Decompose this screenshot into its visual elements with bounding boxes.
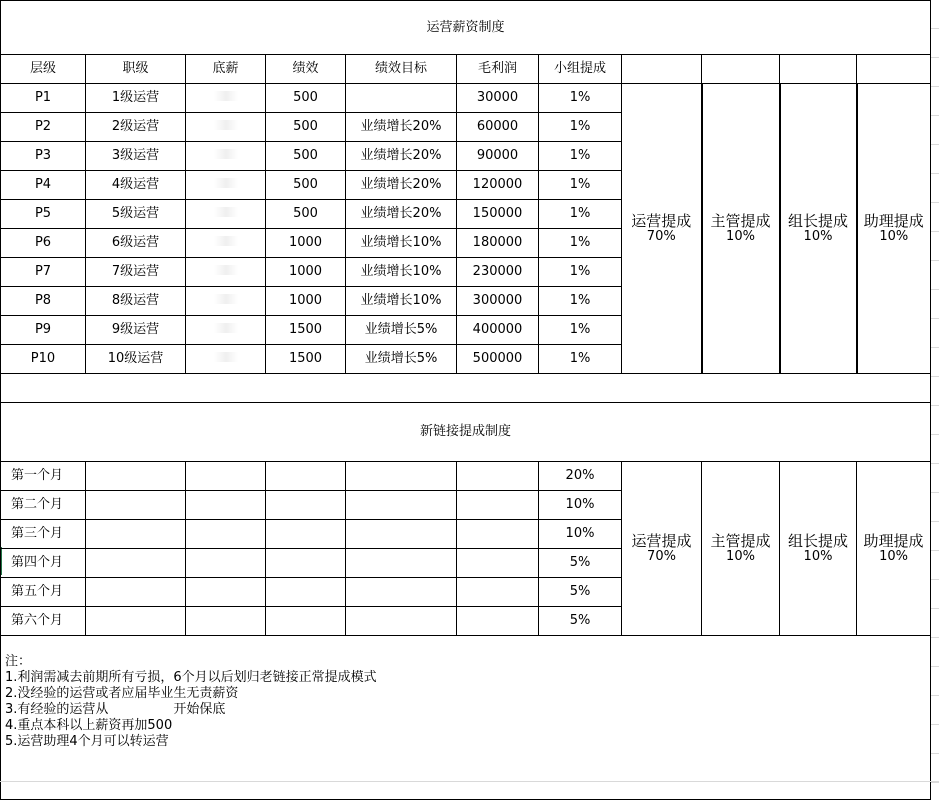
performance-cell[interactable]: 500	[266, 113, 346, 142]
redacted-value	[214, 120, 238, 130]
base-salary-cell[interactable]	[186, 258, 266, 287]
empty-cell[interactable]	[86, 491, 186, 520]
level-cell[interactable]: P3	[1, 142, 86, 171]
target-cell[interactable]: 业绩增长10%	[346, 229, 457, 258]
rank-cell[interactable]: 2级运营	[86, 113, 186, 142]
target-cell[interactable]: 业绩增长20%	[346, 200, 457, 229]
base-salary-cell[interactable]	[186, 287, 266, 316]
level-cell[interactable]: P4	[1, 171, 86, 200]
link-title-row	[1, 403, 931, 462]
redacted-value	[214, 265, 238, 275]
rank-cell[interactable]: 1级运营	[86, 84, 186, 113]
month-cell[interactable]: 第一个月	[1, 462, 86, 491]
target-cell[interactable]: 业绩增长20%	[346, 113, 457, 142]
empty-cell[interactable]	[86, 607, 186, 636]
rate-cell[interactable]: 5%	[539, 578, 622, 607]
commission-cell-value: 70%	[646, 228, 676, 244]
commission-cell[interactable]	[622, 84, 702, 374]
commission-cell-label: 助理提成	[863, 211, 924, 230]
profit-cell[interactable]: 30000	[457, 84, 539, 113]
empty-cell[interactable]	[186, 520, 266, 549]
empty-cell[interactable]	[457, 578, 539, 607]
commission-cell-label: 运营提成	[631, 211, 692, 230]
base-salary-cell[interactable]	[186, 171, 266, 200]
performance-cell[interactable]: 1500	[266, 345, 346, 374]
performance-cell[interactable]: 1000	[266, 229, 346, 258]
profit-cell[interactable]: 230000	[457, 258, 539, 287]
base-salary-cell[interactable]	[186, 200, 266, 229]
base-salary-cell[interactable]	[186, 113, 266, 142]
level-cell[interactable]: P10	[1, 345, 86, 374]
empty-cell[interactable]	[346, 578, 457, 607]
performance-cell[interactable]: 500	[266, 142, 346, 171]
commission-cell[interactable]	[780, 462, 857, 636]
level-cell[interactable]: P1	[1, 84, 86, 113]
commission-cell-label: 组长提成	[787, 211, 848, 230]
note-item: 5.运营助理4个月可以转运营	[5, 734, 169, 749]
empty-cell[interactable]	[702, 55, 780, 84]
commission-cell-value: 10%	[726, 228, 755, 244]
profit-cell[interactable]: 500000	[457, 345, 539, 374]
empty-cell[interactable]	[457, 549, 539, 578]
base-salary-cell[interactable]	[186, 345, 266, 374]
sheet-gridlines-right	[930, 0, 939, 793]
month-cell[interactable]: 第四个月	[1, 549, 86, 578]
empty-cell[interactable]	[186, 491, 266, 520]
empty-cell[interactable]	[186, 462, 266, 491]
note-item: 1.利润需减去前期所有亏损，6个月以后划归老链接正常提成模式	[5, 670, 377, 685]
redacted-value	[214, 149, 238, 159]
redacted-value	[214, 236, 238, 246]
rank-cell[interactable]: 8级运营	[86, 287, 186, 316]
empty-cell[interactable]	[266, 520, 346, 549]
rate-cell[interactable]: 20%	[539, 462, 622, 491]
base-salary-cell[interactable]	[186, 142, 266, 171]
team-commission-cell[interactable]: 1%	[539, 316, 622, 345]
header-cell[interactable]: 绩效	[266, 55, 346, 84]
empty-cell[interactable]	[457, 520, 539, 549]
performance-cell[interactable]: 1500	[266, 316, 346, 345]
team-commission-cell[interactable]: 1%	[539, 113, 622, 142]
base-salary-cell[interactable]	[186, 84, 266, 113]
commission-cell-label: 主管提成	[710, 211, 771, 230]
empty-cell[interactable]	[457, 607, 539, 636]
commission-cell-value: 10%	[726, 548, 755, 564]
rank-cell[interactable]: 3级运营	[86, 142, 186, 171]
team-commission-cell[interactable]: 1%	[539, 345, 622, 374]
commission-cell-value: 10%	[879, 548, 909, 564]
month-cell[interactable]: 第二个月	[1, 491, 86, 520]
notes-heading: 注：	[5, 654, 32, 669]
level-cell[interactable]: P5	[1, 200, 86, 229]
rank-cell[interactable]: 4级运营	[86, 171, 186, 200]
link-row	[1, 462, 931, 491]
profit-cell[interactable]: 150000	[457, 200, 539, 229]
empty-cell[interactable]	[266, 491, 346, 520]
note-item: 3.有经验的运营从 开始保底	[5, 702, 226, 717]
header-cell[interactable]: 小组提成	[539, 55, 622, 84]
team-commission-cell[interactable]: 1%	[539, 142, 622, 171]
level-cell[interactable]: P8	[1, 287, 86, 316]
redacted-value	[214, 178, 238, 188]
link-title[interactable]: 新链接提成制度	[1, 403, 931, 462]
empty-cell[interactable]	[266, 462, 346, 491]
level-cell[interactable]: P6	[1, 229, 86, 258]
header-cell[interactable]: 层级	[1, 55, 86, 84]
base-salary-cell[interactable]	[186, 316, 266, 345]
commission-cell-label: 组长提成	[787, 531, 848, 550]
empty-cell[interactable]	[457, 491, 539, 520]
team-commission-cell[interactable]: 1%	[539, 229, 622, 258]
empty-cell[interactable]	[86, 520, 186, 549]
month-cell[interactable]: 第六个月	[1, 607, 86, 636]
salary-title-row	[1, 1, 931, 55]
team-commission-cell[interactable]: 1%	[539, 171, 622, 200]
commission-cell-value: 10%	[803, 548, 833, 564]
empty-cell[interactable]	[346, 549, 457, 578]
header-cell[interactable]: 职级	[86, 55, 186, 84]
empty-cell[interactable]	[186, 549, 266, 578]
profit-cell[interactable]: 120000	[457, 171, 539, 200]
team-commission-cell[interactable]: 1%	[539, 200, 622, 229]
team-commission-cell[interactable]: 1%	[539, 287, 622, 316]
header-cell[interactable]: 底薪	[186, 55, 266, 84]
commission-cell-label: 助理提成	[863, 531, 924, 550]
empty-cell[interactable]	[346, 607, 457, 636]
empty-cell[interactable]	[86, 462, 186, 491]
empty-cell[interactable]	[266, 578, 346, 607]
target-cell[interactable]	[346, 84, 457, 113]
commission-cell-label: 主管提成	[710, 531, 771, 550]
month-cell[interactable]: 第三个月	[1, 520, 86, 549]
target-cell[interactable]: 业绩增长10%	[346, 287, 457, 316]
empty-cell[interactable]	[266, 607, 346, 636]
commission-cell-value: 70%	[647, 548, 676, 564]
rank-cell[interactable]: 10级运营	[86, 345, 186, 374]
commission-cell-value: 10%	[879, 228, 909, 244]
notes-cell[interactable]	[1, 636, 931, 800]
salary-row	[1, 84, 931, 113]
gap-cell	[1, 374, 931, 403]
base-salary-cell[interactable]	[186, 229, 266, 258]
redacted-value	[214, 207, 238, 217]
performance-cell[interactable]: 500	[266, 200, 346, 229]
redacted-value	[214, 352, 238, 362]
rank-cell[interactable]: 7级运营	[86, 258, 186, 287]
target-cell[interactable]: 业绩增长5%	[346, 345, 457, 374]
rate-cell[interactable]: 10%	[539, 491, 622, 520]
empty-cell[interactable]	[457, 462, 539, 491]
rank-cell[interactable]: 6级运营	[86, 229, 186, 258]
commission-cell[interactable]	[702, 462, 780, 636]
empty-cell[interactable]	[86, 578, 186, 607]
notes-row	[1, 636, 931, 800]
target-cell[interactable]: 业绩增长5%	[346, 316, 457, 345]
profit-cell[interactable]: 60000	[457, 113, 539, 142]
bottom-gridline	[0, 781, 939, 794]
empty-cell[interactable]	[346, 520, 457, 549]
commission-cell-label: 运营提成	[631, 531, 692, 550]
performance-cell[interactable]: 500	[266, 84, 346, 113]
profit-cell[interactable]: 90000	[457, 142, 539, 171]
performance-cell[interactable]: 1000	[266, 258, 346, 287]
rank-cell[interactable]: 9级运营	[86, 316, 186, 345]
rate-cell[interactable]: 5%	[539, 607, 622, 636]
salary-title[interactable]: 运营薪资制度	[1, 1, 931, 55]
level-cell[interactable]: P9	[1, 316, 86, 345]
empty-cell[interactable]	[86, 549, 186, 578]
level-cell[interactable]: P2	[1, 113, 86, 142]
performance-cell[interactable]: 500	[266, 171, 346, 200]
redacted-value	[214, 91, 238, 101]
header-cell[interactable]: 绩效目标	[346, 55, 457, 84]
profit-cell[interactable]: 300000	[457, 287, 539, 316]
empty-cell[interactable]	[622, 55, 702, 84]
performance-cell[interactable]: 1000	[266, 287, 346, 316]
target-cell[interactable]: 业绩增长10%	[346, 258, 457, 287]
note-item: 2.没经验的运营或者应届毕业生无责薪资	[5, 686, 239, 701]
commission-cell[interactable]	[857, 462, 931, 636]
redacted-value	[214, 294, 238, 304]
rank-cell[interactable]: 5级运营	[86, 200, 186, 229]
empty-cell[interactable]	[346, 462, 457, 491]
redacted-value	[214, 323, 238, 333]
commission-cell[interactable]	[857, 84, 931, 374]
empty-cell[interactable]	[780, 55, 857, 84]
empty-cell[interactable]	[266, 549, 346, 578]
empty-cell[interactable]	[857, 55, 931, 84]
header-cell[interactable]: 毛利润	[457, 55, 539, 84]
note-item: 4.重点本科以上薪资再加500	[5, 718, 173, 733]
level-cell[interactable]: P7	[1, 258, 86, 287]
rate-cell[interactable]: 10%	[539, 520, 622, 549]
target-cell[interactable]: 业绩增长20%	[346, 142, 457, 171]
salary-header-row	[1, 55, 931, 84]
commission-cell[interactable]	[622, 462, 702, 636]
month-cell[interactable]: 第五个月	[1, 578, 86, 607]
target-cell[interactable]: 业绩增长20%	[346, 171, 457, 200]
team-commission-cell[interactable]: 1%	[539, 258, 622, 287]
profit-cell[interactable]: 400000	[457, 316, 539, 345]
gap-row	[1, 374, 931, 403]
empty-cell[interactable]	[186, 607, 266, 636]
team-commission-cell[interactable]: 1%	[539, 84, 622, 113]
rate-cell[interactable]: 5%	[539, 549, 622, 578]
empty-cell[interactable]	[186, 578, 266, 607]
empty-cell[interactable]	[346, 491, 457, 520]
commission-cell[interactable]	[702, 84, 780, 374]
commission-cell[interactable]	[780, 84, 857, 374]
profit-cell[interactable]: 180000	[457, 229, 539, 258]
commission-cell-value: 10%	[803, 228, 833, 244]
